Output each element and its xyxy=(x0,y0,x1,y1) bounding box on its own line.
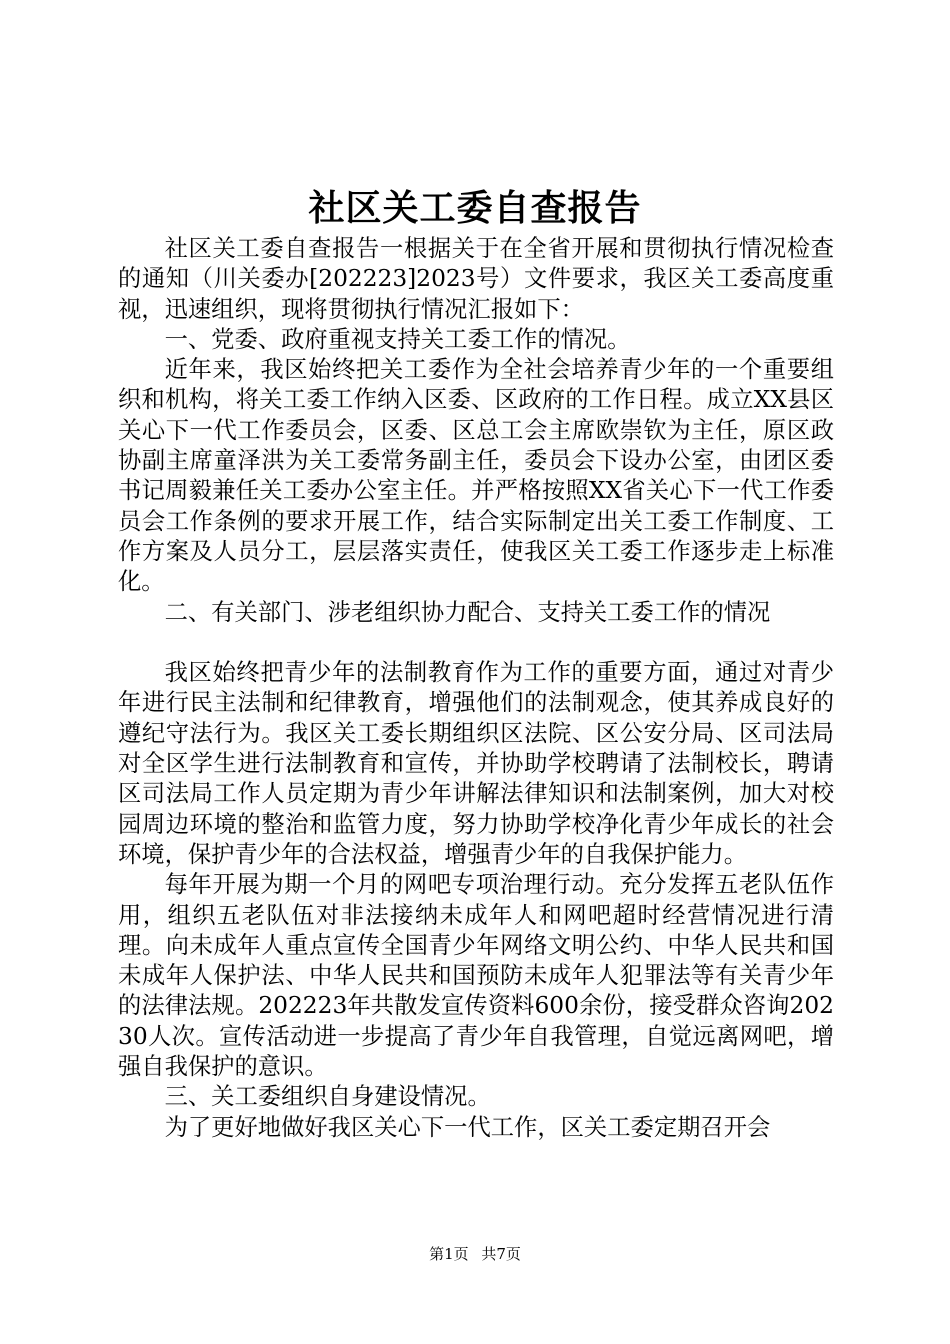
heading-section-2: 二、有关部门、涉老组织协力配合、支持关工委工作的情况 xyxy=(164,598,771,626)
document-body xyxy=(118,234,834,1143)
paragraph-intro: 社区关工委自查报告一根据关于在全省开展和贯彻执行情况检查的通知（川关委办[202223]2023号）文件要求，我区关工委高度重视，迅速组织，现将贯彻执行情况汇报如下： xyxy=(118,235,834,323)
paragraph-section-3: 为了更好地做好我区关心下一代工作，区关工委定期召开会 xyxy=(164,1113,771,1141)
paragraph-section-2a: 我区始终把青少年的法制教育作为工作的重要方面，通过对青少年进行民主法制和纪律教育，增强他们的法制观念，使其养成良好的遵纪守法行为。我区关工委长期组织区法院、区公安分局、区司法局对全区学生进行法制教育和宣传，并协助学校聘请了法制校长，聘请区司法局工作人员定期为青少年讲解法律知识和法制案例，加大对校园周边环境的整治和监管力度，努力协助学校净化青少年成长的社会环境，保护青少年的合法权益，增强青少年的自我保护能力。 xyxy=(118,659,834,868)
paragraph-section-2b: 每年开展为期一个月的网吧专项治理行动。充分发挥五老队伍作用，组织五老队伍对非法接纳未成年人和网吧超时经营情况进行清理。向未成年人重点宣传全国青少年网络文明公约、中华人民共和国未成年人保护法、中华人民共和国预防未成年人犯罪法等有关青少年的法律法规。202223年共散发宣传资料600余份，接受群众咨询20230人次。宣传活动进一步提高了青少年自我管理，自觉远离网吧，增强自我保护的意识。 xyxy=(118,871,834,1081)
page-footer xyxy=(0,1244,950,1264)
heading-section-1: 一、党委、政府重视支持关工委工作的情况。 xyxy=(164,325,631,353)
paragraph-section-1: 近年来，我区始终把关工委作为全社会培养青少年的一个重要组织和机构，将关工委工作纳入区委、区政府的工作日程。成立XX县区关心下一代工作委员会，区委、区总工会主席欧崇钦为主任，原区政协副主席童泽洪为关工委常务副主任，委员会下设办公室，由团区委书记周毅兼任关工委办公室主任。并严格按照XX省关心下一代工作委员会工作条例的要求开展工作，结合实际制定出关工委工作制度、工作方案及人员分工，层层落实责任，使我区关工委工作逐步走上标准化。 xyxy=(118,356,834,596)
heading-section-3: 三、关工委组织自身建设情况。 xyxy=(164,1083,491,1111)
page-number-current: 第1页 xyxy=(429,1245,469,1263)
document-title: 社区关工委自查报告 xyxy=(308,187,642,229)
page-number-total: 共7页 xyxy=(481,1245,521,1263)
blank-line xyxy=(118,628,834,658)
